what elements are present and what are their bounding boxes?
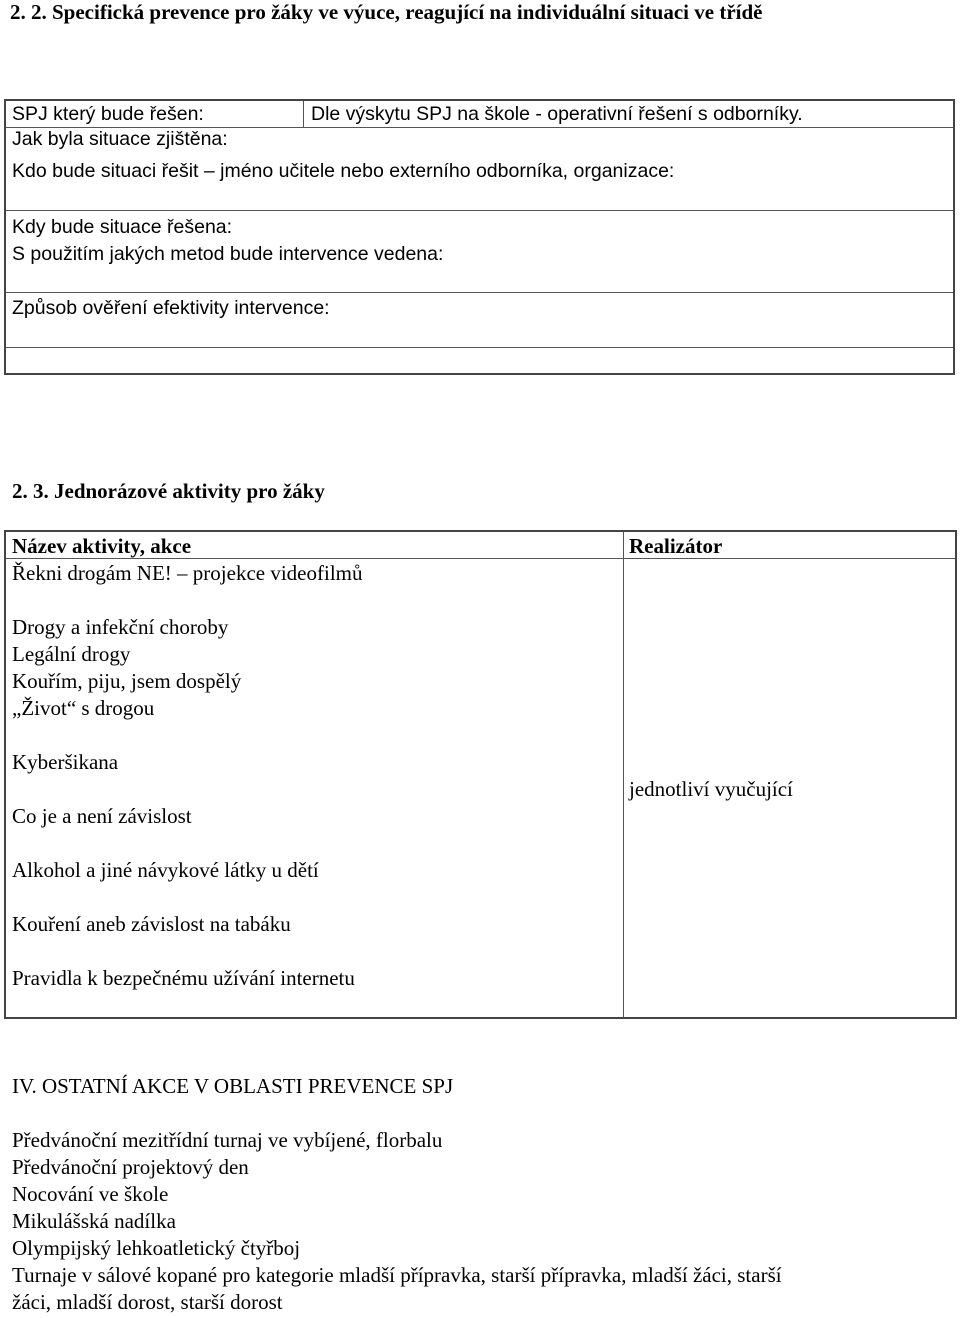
when-label: Kdy bude situace řešena: — [12, 216, 233, 238]
intervention-form-table — [4, 99, 955, 375]
other-activity-item: Předvánoční mezitřídní turnaj ve vybíjené, florbalu — [12, 1128, 443, 1152]
realizer-column-header: Realizátor — [629, 534, 723, 558]
spj-label: SPJ který bude řešen: — [12, 103, 204, 125]
other-activity-item: Nocování ve škole — [12, 1182, 169, 1206]
other-activity-item: žáci, mladší dorost, starší dorost — [12, 1290, 283, 1314]
realizer-value: jednotliví vyučující — [629, 777, 793, 801]
section-4-title: IV. OSTATNÍ AKCE V OBLASTI PREVENCE SPJ — [12, 1074, 454, 1098]
activity-column-header: Název aktivity, akce — [12, 534, 192, 558]
spj-value: Dle výskytu SPJ na škole - operativní řešení s odborníky. — [311, 103, 803, 125]
section-2-2-title: 2. 2. Specifická prevence pro žáky ve výuce, reagující na individuální situaci ve třídě — [10, 0, 763, 24]
activity-item: Kyberšikana — [12, 750, 119, 774]
activity-item: Pravidla k bezpečnému užívání internetu — [12, 966, 355, 990]
methods-label: S použitím jakých metod bude intervence vedena: — [12, 243, 444, 265]
activity-item: Kouření aneb závislost na tabáku — [12, 912, 291, 936]
activity-item: „Život“ s drogou — [12, 696, 155, 720]
other-activity-item: Mikulášská nadílka — [12, 1209, 176, 1233]
activities-table — [4, 530, 957, 1019]
activity-item: Drogy a infekční choroby — [12, 615, 229, 639]
other-activity-item: Turnaje v sálové kopané pro kategorie mladší přípravka, starší přípravka, mladší žáci, starší — [12, 1263, 782, 1287]
detection-label: Jak byla situace zjištěna: — [12, 128, 228, 150]
activity-item: Řekni drogám NE! – projekce videofilmů — [12, 561, 363, 585]
other-activity-item: Olympijský lehkoatletický čtyřboj — [12, 1236, 301, 1260]
section-2-3-title: 2. 3. Jednorázové aktivity pro žáky — [12, 479, 325, 503]
responsible-label: Kdo bude situaci řešit – jméno učitele nebo externího odborníka, organizace: — [12, 160, 675, 182]
activity-item: Kouřím, piju, jsem dospělý — [12, 669, 242, 693]
activity-item: Co je a není závislost — [12, 804, 192, 828]
activity-item: Legální drogy — [12, 642, 131, 666]
verification-label: Způsob ověření efektivity intervence: — [12, 297, 330, 319]
activity-item: Alkohol a jiné návykové látky u dětí — [12, 858, 319, 882]
other-activity-item: Předvánoční projektový den — [12, 1155, 249, 1179]
